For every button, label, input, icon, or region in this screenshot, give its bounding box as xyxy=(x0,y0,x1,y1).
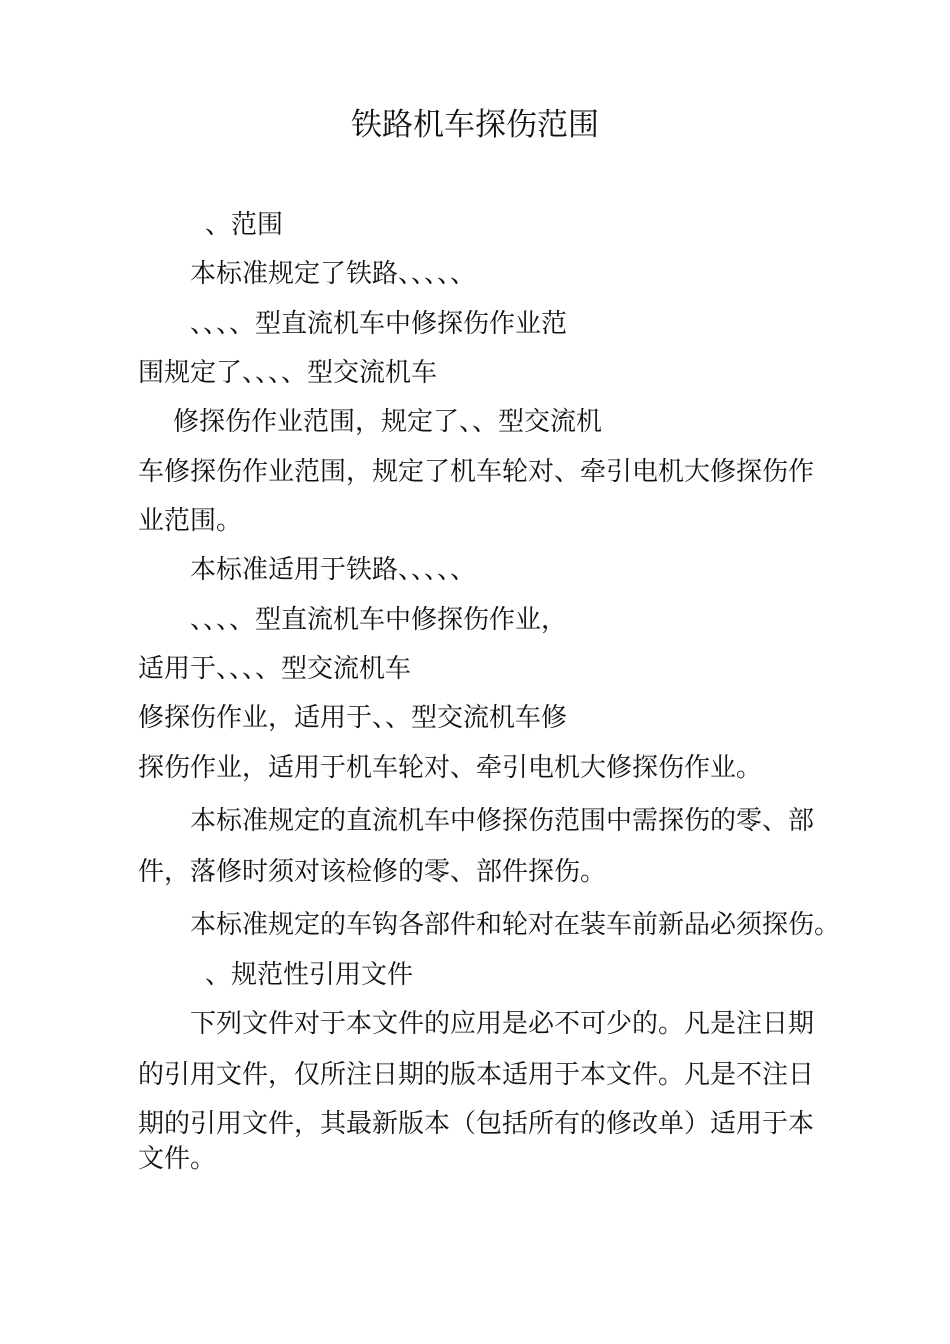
paragraph-line: 、、、、型直流机车中修探伤作业范 xyxy=(190,309,568,339)
paragraph-line: 修探伤作业，适用于、、型交流机车修 xyxy=(138,703,568,733)
paragraph-line: 本标准规定了铁路、、、、、 xyxy=(190,259,477,289)
paragraph-line: 本标准规定的车钩各部件和轮对在装车前新品必须探伤。 xyxy=(190,910,841,940)
paragraph-line: 本标准规定的直流机车中修探伤范围中需探伤的零、部 xyxy=(190,806,815,836)
paragraph-line: 的引用文件，仅所注日期的版本适用于本文件。凡是不注日 xyxy=(138,1060,815,1090)
paragraph-line: 文件。 xyxy=(138,1144,217,1174)
section-heading-references: 、规范性引用文件 xyxy=(205,960,414,990)
paragraph-line: 围规定了、、、、型交流机车 xyxy=(138,358,438,388)
paragraph-line: 业范围。 xyxy=(138,506,243,536)
paragraph-line: 、、、、型直流机车中修探伤作业， xyxy=(190,605,568,635)
section-heading-scope: 、范围 xyxy=(205,210,284,240)
paragraph-line: 车修探伤作业范围，规定了机车轮对、牵引电机大修探伤作 xyxy=(138,457,815,487)
paragraph-line: 探伤作业，适用于机车轮对、牵引电机大修探伤作业。 xyxy=(138,753,763,783)
paragraph-line: 期的引用文件，其最新版本（包括所有的修改单）适用于本 xyxy=(138,1109,815,1139)
paragraph-line: 适用于、、、、型交流机车 xyxy=(138,654,412,684)
paragraph-line: 本标准适用于铁路、、、、、 xyxy=(190,555,477,585)
paragraph-line: 下列文件对于本文件的应用是必不可少的。凡是注日期 xyxy=(190,1009,815,1039)
paragraph-line: 件，落修时须对该检修的零、部件探伤。 xyxy=(138,857,607,887)
paragraph-line: 修探伤作业范围，规定了、、型交流机 xyxy=(173,407,603,437)
document-title: 铁路机车探伤范围 xyxy=(351,107,599,143)
